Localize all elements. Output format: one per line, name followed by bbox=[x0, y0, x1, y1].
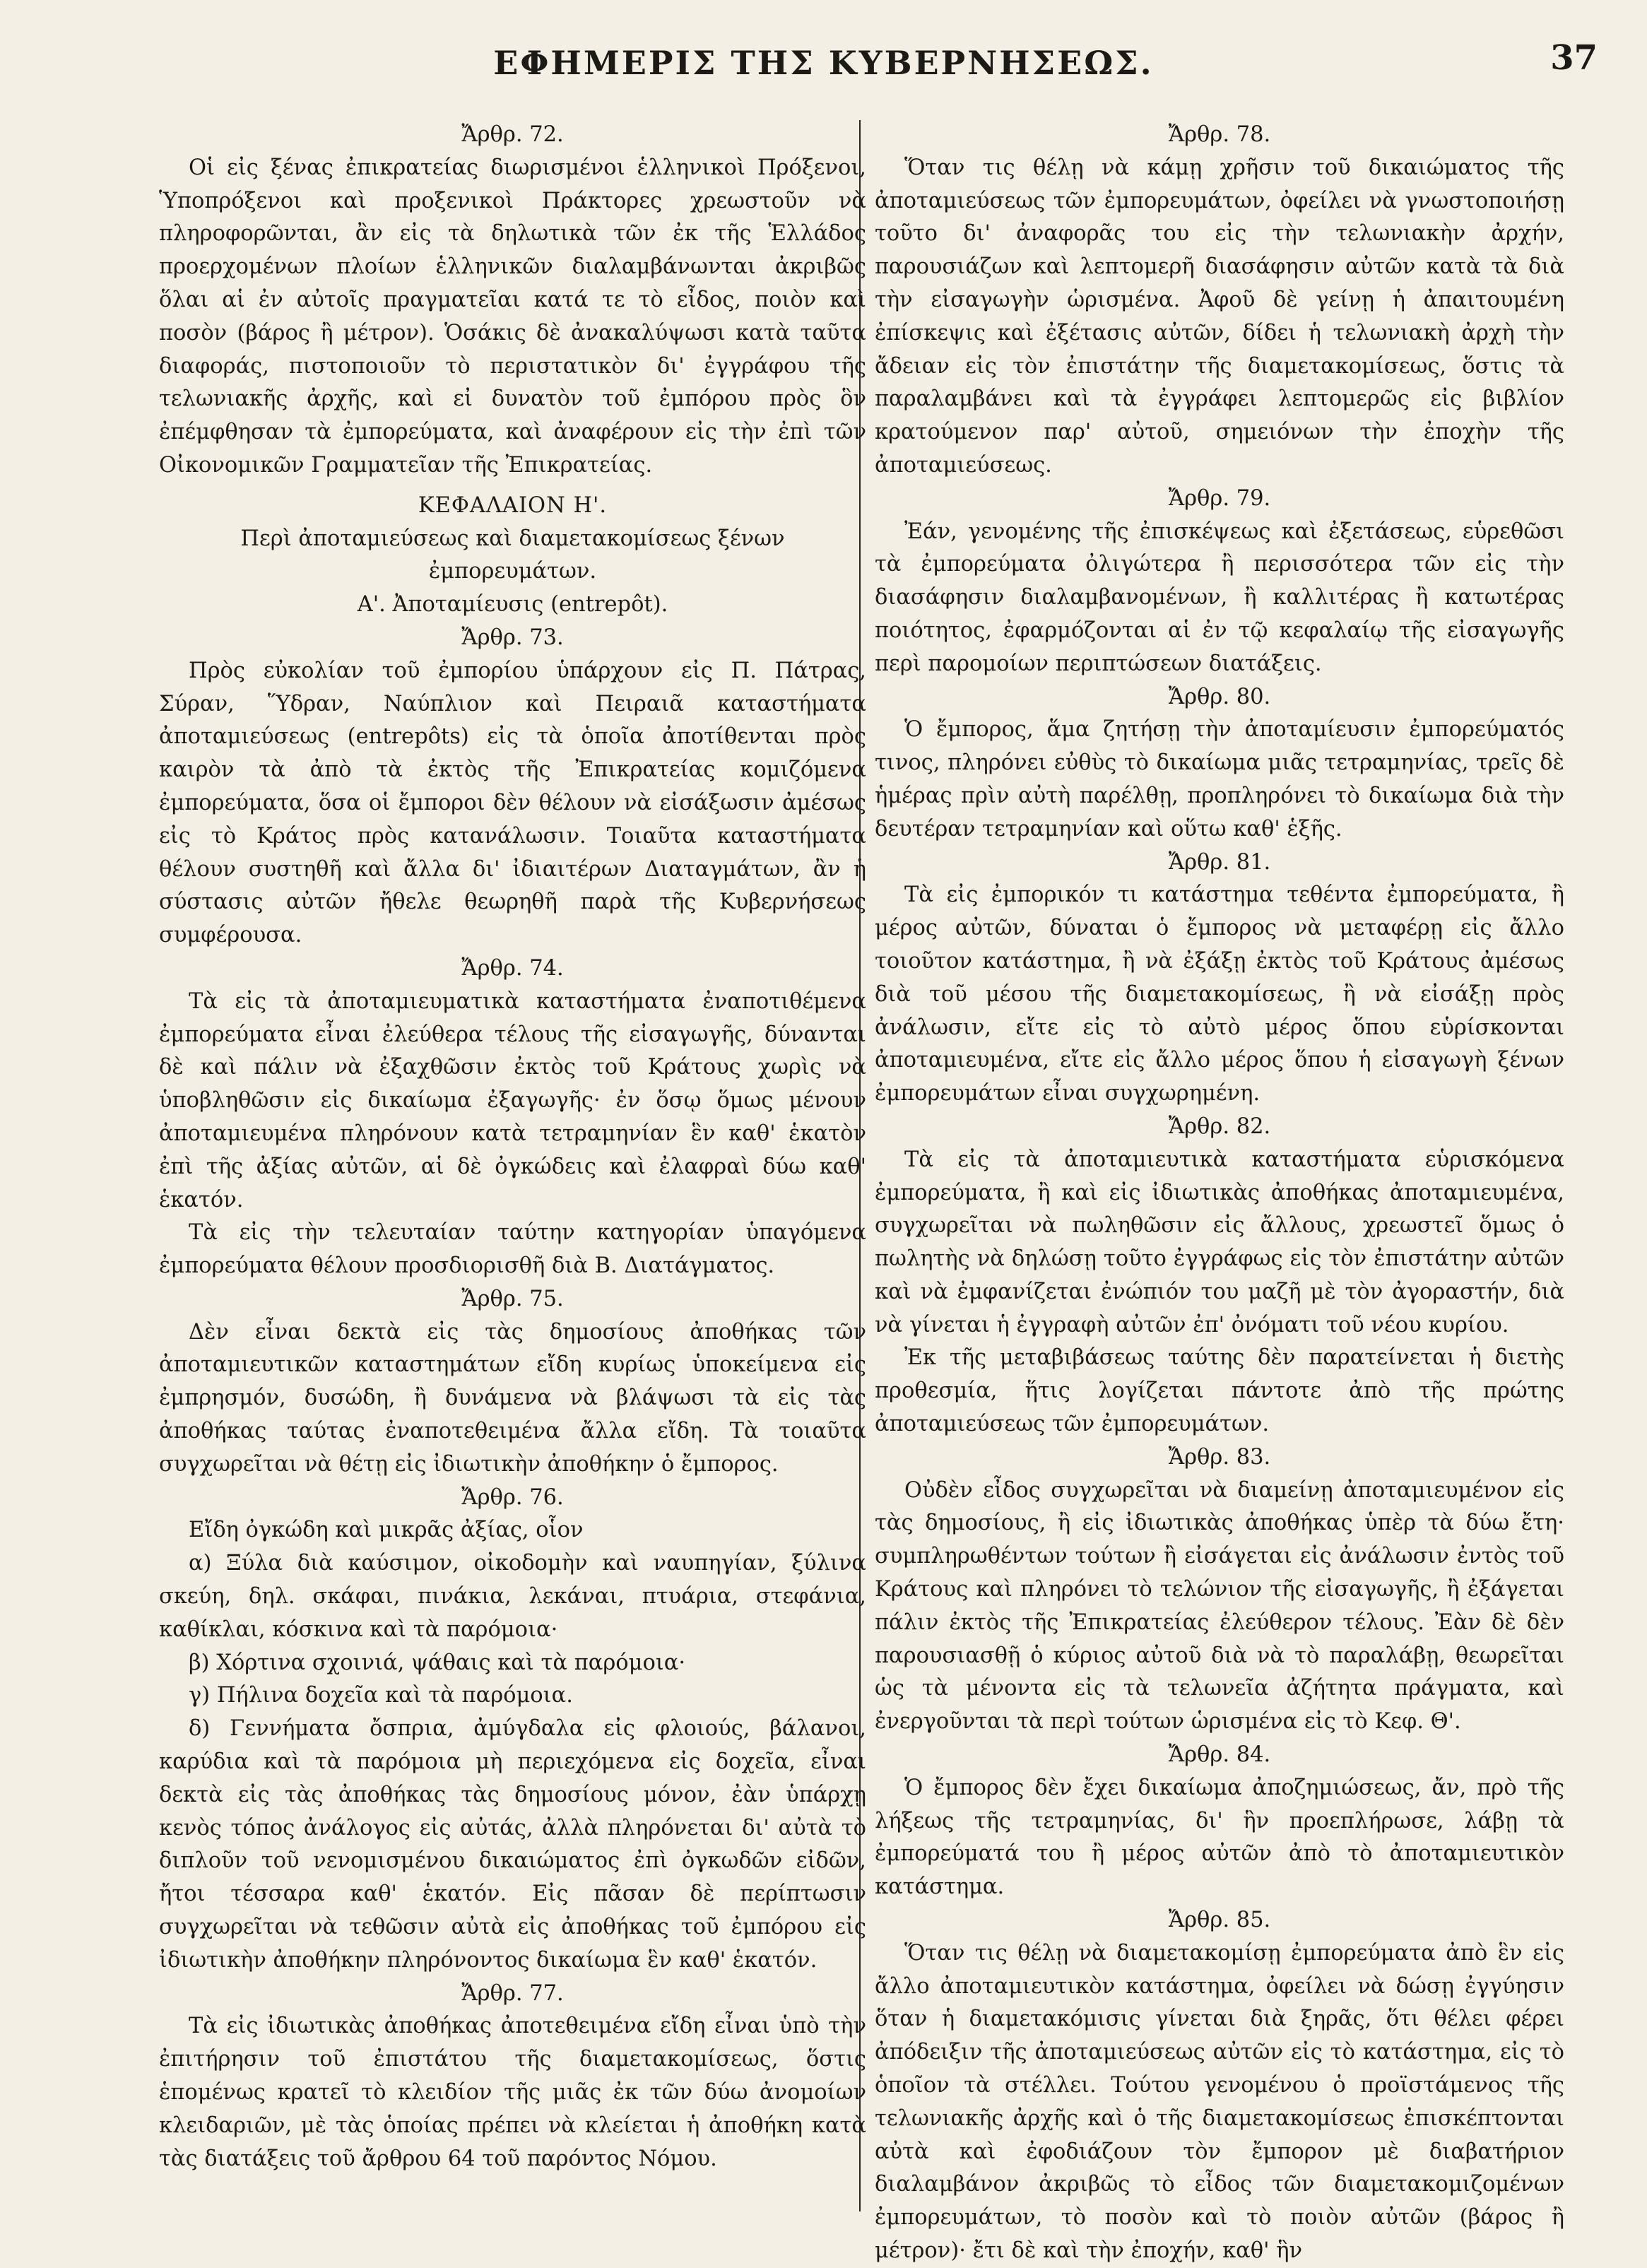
article-text-76: Εἴδη ὀγκώδη καὶ μικρᾶς ἀξίας, οἷον bbox=[189, 1518, 584, 1543]
page-number: 37 bbox=[1550, 38, 1598, 78]
article-heading-74: Ἄρθρ. 74. bbox=[461, 955, 564, 981]
article-76-item-a: α) Ξύλα διὰ καύσιμον, οἰκοδομὴν καὶ ναυπηγίαν, ξύλινα σκεύη, δηλ. σκάφαι, πινάκια, λεκάναι, πτυάρια, στεφάνια, καθίκλαι, κόσκινα καὶ τὰ παρόμοια· bbox=[159, 1551, 866, 1642]
article-heading-80: Ἄρθρ. 80. bbox=[1168, 684, 1271, 709]
chapter-subtitle-line-2: ἐμπορευμάτων. bbox=[428, 559, 597, 584]
article-heading-79: Ἄρθρ. 79. bbox=[1168, 485, 1271, 511]
article-text-79: Ἐάν, γενομένης τῆς ἐπισκέψεως καὶ ἐξετάσεως, εὑρεθῶσι τὰ ἐμπορεύματα ὀλιγώτερα ἢ περισσότερα τῶν εἰς τὴν διασάφησιν διαλαμβανομένων, ἢ καλλιτέρας ἢ κατωτέρας ποιότητος, ἐφαρμόζονται αἱ ἐν τῷ κεφαλαίῳ τῆς εἰσαγωγῆς περὶ παρομοίων περιπτώσεων διατάξεις. bbox=[875, 519, 1564, 676]
article-76-item-c: γ) Πήλινα δοχεῖα καὶ τὰ παρόμοια. bbox=[189, 1683, 573, 1708]
article-text-82b: Ἐκ τῆς μεταβιβάσεως ταύτης δὲν παρατείνεται ἡ διετὴς προθεσμία, ἥτις λογίζεται πάντοτε ἀπὸ τῆς πρώτης ἀποταμιεύσεως τῶν ἐμπορευμάτων. bbox=[875, 1345, 1564, 1437]
right-column bbox=[875, 119, 1564, 2263]
article-text-75: Δὲν εἶναι δεκτὰ εἰς τὰς δημοσίους ἀποθήκας τῶν ἀποταμιευτικῶν καταστημάτων εἴδη κυρίως ὑποκείμενα εἰς ἐμπρησμόν, δυσώδη, ἢ δυνάμενα νὰ βλάψωσι τὰ εἰς τὰς ἀποθήκας ταύτας ἐναποτεθειμένα ἄλλα εἴδη. Τὰ τοιαῦτα συγχωρεῖται νὰ θέτῃ εἰς ἰδιωτικὴν ἀποθήκην ὁ ἔμπορος. bbox=[159, 1319, 866, 1477]
article-text-85: Ὅταν τις θέλῃ νὰ διαμετακομίσῃ ἐμπορεύματα ἀπὸ ἓν εἰς ἄλλο ἀποταμιευτικὸν κατάστημα, ὀφείλει νὰ δώσῃ ἐγγύησιν ὅταν ἡ διαμετακόμισις γίνεται διὰ ξηρᾶς, ὅτι θέλει φέρει ἀπόδειξιν τῆς ἀποταμιεύσεως αὐτῶν εἰς τὸ κατάστημα, εἰς τὸ ὁποῖον τὰ στέλλει. Τούτου γενομένου ὁ προϊστάμενος τῆς τελωνιακῆς ἀρχῆς καὶ ὁ τῆς διαμετακομίσεως ἐπισκέπτονται αὐτὰ καὶ ἐφοδιάζουν τὸν ἔμπορον μὲ διαβατήριον διαλαμβάνον ἀκριβῶς τὸ εἶδος τῶν διαμετακομιζομένων ἐμπορευμάτων, τὸ ποσὸν καὶ τὸ ποιὸν αὐτῶν (βάρος ἢ μέτρον)· ἔτι δὲ καὶ τὴν ἐποχήν, καθ' ἣν bbox=[875, 1940, 1564, 2263]
article-heading-76: Ἄρθρ. 76. bbox=[461, 1484, 564, 1510]
article-heading-81: Ἄρθρ. 81. bbox=[1168, 849, 1271, 875]
article-text-84: Ὁ ἔμπορος δὲν ἔχει δικαίωμα ἀποζημιώσεως, ἄν, πρὸ τῆς λήξεως τῆς τετραμηνίας, δι' ἣν προεπλήρωσε, λάβῃ τὰ ἐμπορεύματά του ἢ μέρος αὐτῶν ἀπὸ τὸ ἀποταμιευτικὸν κατάστημα. bbox=[875, 1775, 1564, 1900]
running-header: ΕΦΗΜΕΡΙΣ ΤΗΣ ΚΥΒΕΡΝΗΣΕΩΣ. bbox=[493, 44, 1154, 82]
article-heading-82: Ἄρθρ. 82. bbox=[1168, 1114, 1271, 1139]
article-text-78: Ὅταν τις θέλῃ νὰ κάμῃ χρῆσιν τοῦ δικαιώματος τῆς ἀποταμιεύσεως τῶν ἐμπορευμάτων, ὀφείλει νὰ γνωστοποιήσῃ τοῦτο δι' ἀναφορᾶς του εἰς τὴν τελωνιακὴν ἀρχήν, παρουσιάζων καὶ λεπτομερῆ διασάφησιν αὐτῶν κατὰ τὰ διὰ τὴν εἰσαγωγὴν ὡρισμένα. Ἀφοῦ δὲ γείνῃ ἡ ἀπαιτουμένη ἐπίσκεψις καὶ ἐξέτασις αὐτῶν, δίδει ἡ τελωνιακὴ ἀρχὴ τὴν ἄδειαν εἰς τὸν ἐπιστάτην τῆς διαμετακομίσεως, ὅστις τὰ παραλαμβάνει καὶ τὰ ἐγγράφει λεπτομερῶς εἰς βιβλίον κρατούμενον παρ' αὐτοῦ, σημειόνων τὴν ἐποχὴν τῆς ἀποταμιεύσεως. bbox=[875, 155, 1564, 478]
article-text-73: Πρὸς εὐκολίαν τοῦ ἐμπορίου ὑπάρχουν εἰς Π. Πάτρας, Σύραν, Ὕδραν, Ναύπλιον καὶ Πειραιᾶ καταστήματα ἀποταμιεύσεως (entrepôts) εἰς τὰ ὁποῖα ἀποτίθενται πρὸς καιρὸν τὰ ἀπὸ τὰ ἐκτὸς τῆς Ἐπικρατείας κομιζόμενα ἐμπορεύματα, ὅσα οἱ ἔμποροι δὲν θέλουν νὰ εἰσάξωσιν ἀμέσως εἰς τὸ Κράτος πρὸς κατανάλωσιν. Τοιαῦτα καταστήματα θέλουν συστηθῆ καὶ ἄλλα δι' ἰδιαιτέρων Διαταγμάτων, ἂν ἡ σύστασις αὐτῶν ἤθελε θεωρηθῆ παρὰ τῆς Κυβερνήσεως συμφέρουσα. bbox=[159, 658, 866, 948]
article-heading-78: Ἄρθρ. 78. bbox=[1168, 122, 1271, 147]
article-heading-85: Ἄρθρ. 85. bbox=[1168, 1908, 1271, 1933]
article-text-74b: Τὰ εἰς τὴν τελευταίαν ταύτην κατηγορίαν ὑπαγόμενα ἐμπορεύματα θέλουν προσδιορισθῆ διὰ Β. Διατάγματος. bbox=[159, 1220, 866, 1279]
article-text-74a: Τὰ εἰς τὰ ἀποταμιευματικὰ καταστήματα ἐναποτιθέμενα ἐμπορεύματα εἶναι ἐλεύθερα τέλους τῆς εἰσαγωγῆς, δύνανται δὲ καὶ πάλιν νὰ ἐξαχθῶσιν ἐκτὸς τοῦ Κράτους χωρὶς νὰ ὑποβληθῶσιν εἰς δικαίωμα ἐξαγωγῆς· ἐν ὅσῳ ὅμως μένουν ἀποταμιευμένα πληρόνουν κατὰ τετραμηνίαν ἓν καθ' ἑκατὸν ἐπὶ τῆς ἀξίας αὐτῶν, αἱ δὲ ὀγκώδεις καὶ ἐλαφραὶ δύω καθ' ἑκατόν. bbox=[159, 988, 866, 1212]
article-text-72: Οἱ εἰς ξένας ἐπικρατείας διωρισμένοι ἑλληνικοὶ Πρόξενοι, Ὑποπρόξενοι καὶ προξενικοὶ Πράκτορες χρεωστοῦν νὰ πληροφορῶνται, ἂν εἰς τὰ δηλωτικὰ τῶν ἐκ τῆς Ἑλλάδος προερχομένων πλοίων ἑλληνικῶν διαλαμβάνωνται ἀκριβῶς ὅλαι αἱ ἐν αὐτοῖς πραγματεῖαι κατά τε τὸ εἶδος, ποιὸν καὶ ποσὸν (βάρος ἢ μέτρον). Ὁσάκις δὲ ἀνακαλύψωσι κατὰ ταῦτα διαφοράς, πιστοποιοῦν τὸ περιστατικὸν δι' ἐγγράφου τῆς τελωνιακῆς ἀρχῆς, καὶ εἰ δυνατὸν τοῦ ἐμπόρου πρὸς ὃν ἐπέμφθησαν τὰ ἐμπορεύματα, καὶ ἀναφέρουν εἰς τὴν ἐπὶ τῶν Οἰκονομικῶν Γραμματεῖαν τῆς Ἐπικρατείας. bbox=[159, 155, 866, 478]
article-text-82a: Τὰ εἰς τὰ ἀποταμιευτικὰ καταστήματα εὑρισκόμενα ἐμπορεύματα, ἢ καὶ εἰς ἰδιωτικὰς ἀποθήκας ἀποταμιευμένα, συγχωρεῖται νὰ πωληθῶσιν εἰς ἄλλους, χρεωστεῖ ὅμως ὁ πωλητὴς νὰ δηλώσῃ τοῦτο ἐγγράφως εἰς τὸν ἐπιστάτην αὐτῶν καὶ νὰ ἐμφανίζεται ἐνώπιόν του μαζῆ μὲ τὸν ἀγοραστήν, διὰ νὰ γίνεται ἡ ἐγγραφὴ αὐτῶν ἐπ' ὀνόματι τοῦ νέου κυρίου. bbox=[875, 1147, 1564, 1337]
chapter-subtitle-line-1: Περὶ ἀποταμιεύσεως καὶ διαμετακομίσεως ξένων bbox=[240, 526, 785, 551]
article-text-80: Ὁ ἔμπορος, ἅμα ζητήσῃ τὴν ἀποταμίευσιν ἐμπορεύματός τινος, πληρόνει εὐθὺς τὸ δικαίωμα μιᾶς τετραμηνίας, τρεῖς δὲ ἡμέρας πρὶν αὐτὴ παρέλθῃ, προπληρόνει τὸ δικαίωμα διὰ τὴν δευτέραν τετραμηνίαν καὶ οὕτω καθ' ἑξῆς. bbox=[875, 717, 1564, 841]
article-76-item-d: δ) Γεννήματα ὄσπρια, ἀμύγδαλα εἰς φλοιούς, βάλανοι, καρύδια καὶ τὰ παρόμοια μὴ περιεχόμενα εἰς δοχεῖα, εἶναι δεκτὰ εἰς τὰς ἀποθήκας τὰς δημοσίους μόνον, ἐὰν ὑπάρχῃ κενὸς τόπος ἀνάλογος εἰς αὐτάς, ἀλλὰ πληρόνεται δι' αὐτὰ τὸ διπλοῦν τοῦ νενομισμένου δικαιώματος ἐπὶ ὀγκωδῶν εἰδῶν, ἤτοι τέσσαρα καθ' ἑκατόν. Εἰς πᾶσαν δὲ περίπτωσιν συγχωρεῖται νὰ τεθῶσιν αὐτὰ εἰς ἀποθήκας τοῦ ἐμπόρου εἰς ἰδιωτικὴν ἀποθήκην πληρόνοντος δικαίωμα ἓν καθ' ἑκατόν. bbox=[159, 1716, 866, 1973]
article-heading-73: Ἄρθρ. 73. bbox=[461, 625, 564, 650]
article-text-83: Οὐδὲν εἶδος συγχωρεῖται νὰ διαμείνῃ ἀποταμιευμένον εἰς τὰς δημοσίους, ἢ εἰς ἰδιωτικὰς ἀποθήκας ὑπὲρ τὰ δύω ἔτη· συμπληρωθέντων τούτων ἢ εἰσάγεται εἰς ἀνάλωσιν ἐντὸς τοῦ Κράτους καὶ πληρόνει τὸ τελώνιον τῆς εἰσαγωγῆς, ἢ ἐξάγεται πάλιν ἐκτὸς τῆς Ἐπικρατείας ἐλεύθερον τέλους. Ἐὰν δὲ δὲν παρουσιασθῇ ὁ κύριος αὐτοῦ διὰ νὰ τὸ παραλάβῃ, θεωρεῖται ὡς τὰ μένοντα εἰς τὰ τελωνεῖα ἀζήτητα πράγματα, καὶ ἐνεργοῦνται τὰ περὶ τούτων ὡρισμένα εἰς τὸ Κεφ. Θ'. bbox=[875, 1477, 1564, 1735]
article-heading-84: Ἄρθρ. 84. bbox=[1168, 1742, 1271, 1768]
article-76-item-b: β) Χόρτινα σχοινιά, ψάθαις καὶ τὰ παρόμοια· bbox=[189, 1650, 686, 1675]
article-text-77: Τὰ εἰς ἰδιωτικὰς ἀποθήκας ἀποτεθειμένα εἴδη εἶναι ὑπὸ τὴν ἐπιτήρησιν τοῦ ἐπιστάτου τῆς διαμετακομίσεως, ὅστις ἑπομένως κρατεῖ τὸ κλειδίον τῆς μιᾶς ἐκ τῶν δύω ἀνομοίων κλειδαριῶν, μὲ τὰς ὁποίας πρέπει νὰ κλείεται ἡ ἀποθήκη κατὰ τὰς διατάξεις τοῦ ἄρθρου 64 τοῦ παρόντος Νόμου. bbox=[159, 2014, 866, 2171]
article-heading-75: Ἄρθρ. 75. bbox=[461, 1286, 564, 1311]
article-heading-83: Ἄρθρ. 83. bbox=[1168, 1444, 1271, 1470]
article-heading-72: Ἄρθρ. 72. bbox=[461, 122, 564, 147]
article-text-81: Τὰ εἰς ἐμπορικόν τι κατάστημα τεθέντα ἐμπορεύματα, ἢ μέρος αὐτῶν, δύναται ὁ ἔμπορος νὰ μεταφέρῃ εἰς ἄλλο τοιοῦτον κατάστημα, ἢ νὰ ἐξάξῃ ἐκτὸς τοῦ Κράτους ἀμέσως διὰ τοῦ μέσου τῆς διαμετακομίσεως, ἢ νὰ εἰσάξῃ πρὸς ἀνάλωσιν, εἴτε εἰς τὸ αὐτὸ μέρος ὅπου εὑρίσκονται ἀποταμιευμένα, εἴτε εἰς ἄλλο μέρος ὅπου ἡ εἰσαγωγὴ ξένων ἐμπορευμάτων εἶναι συγχωρημένη. bbox=[875, 882, 1564, 1106]
left-column bbox=[159, 119, 866, 2231]
chapter-heading: ΚΕΦΑΛΑΙΟΝ Η'. bbox=[418, 492, 608, 518]
section-heading: Α'. Ἀποταμίευσις (entrepôt). bbox=[357, 592, 668, 618]
article-heading-77: Ἄρθρ. 77. bbox=[461, 1980, 564, 2006]
